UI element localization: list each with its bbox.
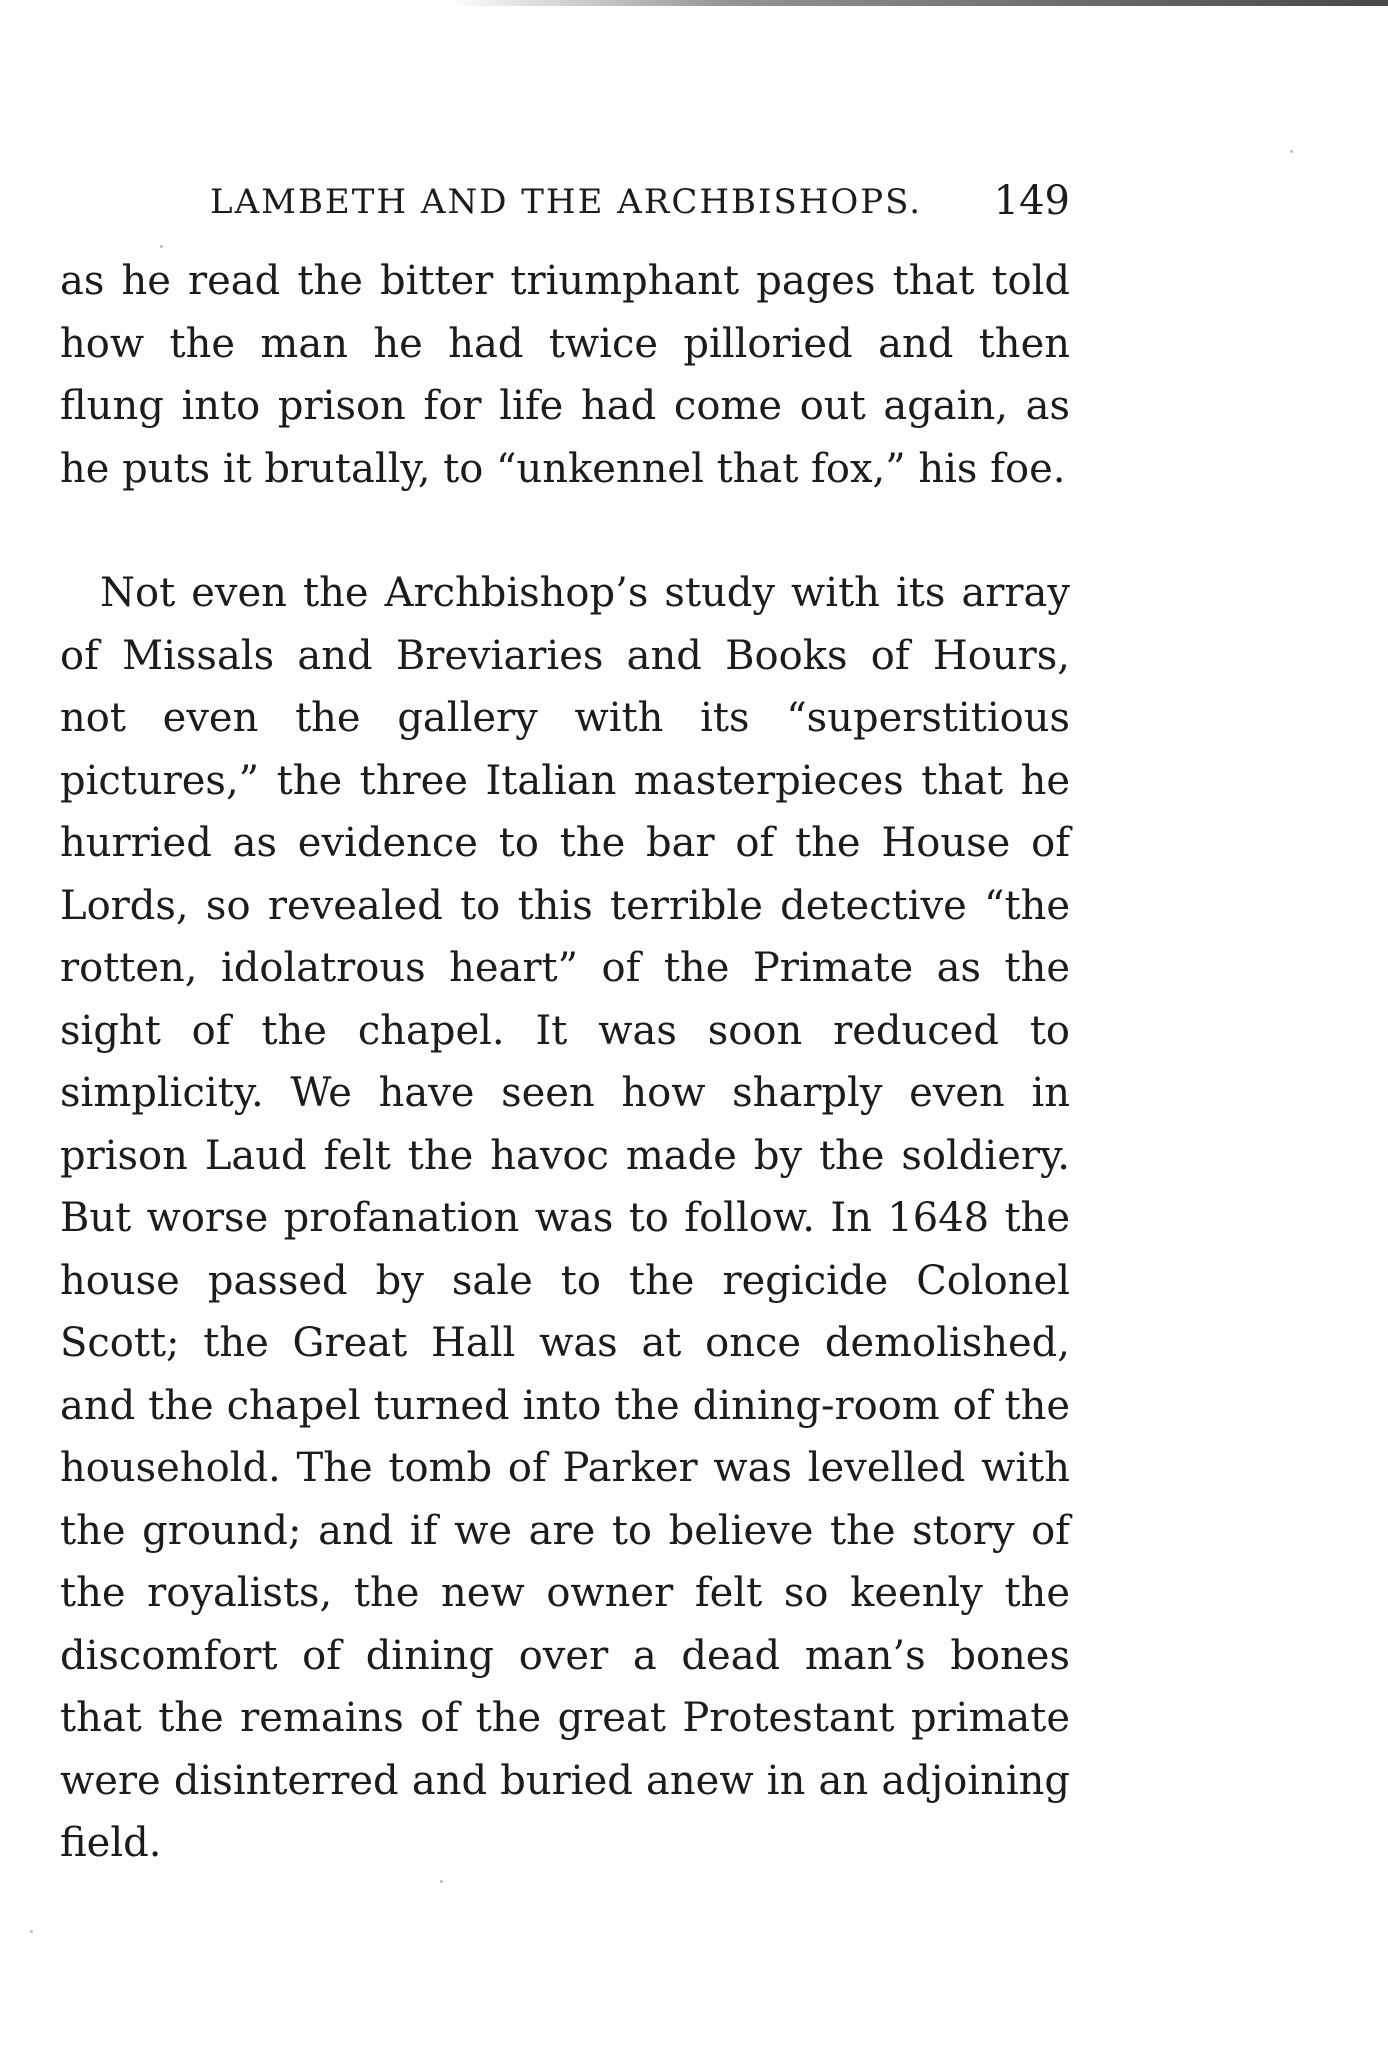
running-header-title: LAMBETH AND THE ARCHBISHOPS. (210, 182, 923, 222)
paragraph-chapel: Not even the Archbishop’s study with its array of Missals and Breviaries and Books of Hours, not even the gallery with its “superstitious pictures,” the three Italian masterpieces that he hurried as evidence to the bar of the House of Lords, so revealed to this terrible detective “the rotten, idolatrous heart” of the Primate as the sight of the chapel. It was soon reduced to simplicity. We have seen how sharply even in prison Laud felt the havoc made by the soldiery. But worse profanation was to follow. In 1648 the house passed by sale to the regicide Colonel Scott; the Great Hall was at once demolished, and the chapel turned into the dining-room of the household. The tomb of Parker was levelled with the ground; and if we are to believe the story of the royalists, the new owner felt so keenly the discomfort of dining over a dead man’s bones that the remains of the great Protestant primate were disinterred and buried anew in an adjoining field. (60, 570, 1070, 1866)
page-number: 149 (993, 178, 1070, 224)
page-top-edge-shadow (450, 0, 1388, 6)
paper-speck (30, 1930, 33, 1933)
paper-speck (1290, 150, 1293, 153)
body-text (60, 250, 1070, 1875)
paper-speck (160, 245, 163, 248)
paragraph-continued: as he read the bitter triumphant pages that told how the man he had twice pilloried and then flung into prison for life had come out again, as he puts it brutally, to “unkennel that fox,” his foe. (60, 258, 1070, 492)
running-header (60, 174, 1070, 234)
paper-speck (440, 1880, 443, 1883)
